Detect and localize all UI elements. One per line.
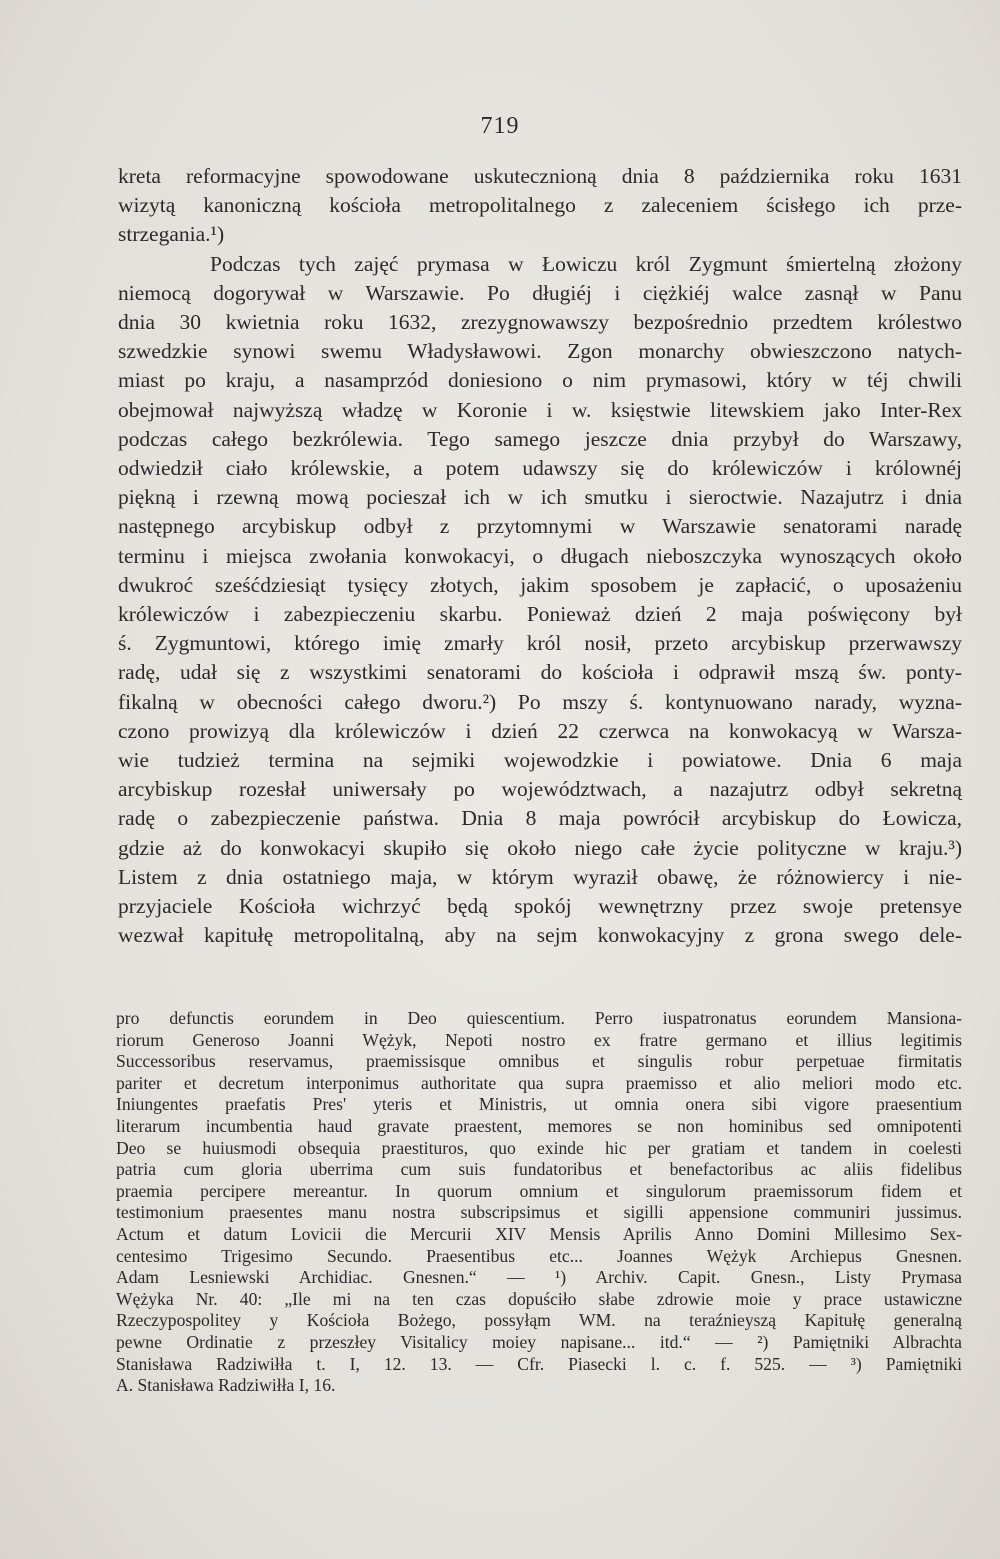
footnote-line: pewne Ordinatie z przeszłey Visitalicy moiey napisane... itd.“ — ²) Pamiętniki Albrachta (116, 1331, 962, 1352)
page-number: 719 (480, 113, 520, 139)
text-line: wizytą kanoniczną kościoła metropolitalnego z zaleceniem ścisłego ich prze- (118, 193, 962, 218)
text-line: Podczas tych zajęć prymasa w Łowiczu król Zygmunt śmiertelną złożony (210, 251, 962, 276)
text-line: Listem z dnia ostatniego maja, w którym wyraził obawę, że różnowiercy i nie- (118, 864, 962, 889)
text-line: czono prowizyą dla królewiczów i dzień 22 czerwca na konwokacyą w Warsza- (118, 718, 962, 743)
text-line: strzegania.¹) (118, 222, 225, 247)
footnote-line: pariter et decretum interponimus authoritate qua supra praemisso et alio meliori modo etc. (116, 1072, 962, 1093)
footnote-line: testimonium praesentes manu nostra subscripsimus et sigilli appensione communiri jussimus. (116, 1202, 962, 1223)
text-line: radę o zabezpieczenie państwa. Dnia 8 maja powrócił arcybiskup do Łowicza, (118, 806, 962, 831)
footnote-line: Adam Lesniewski Archidiac. Gnesnen.“ — ¹) Archiv. Capit. Gnesn., Listy Prymasa (116, 1267, 962, 1288)
text-line: obejmował najwyższą władzę w Koronie i w. księstwie litewskiem jako Inter-Rex (118, 397, 962, 422)
text-line: królewiczów i zabezpieczeniu skarbu. Ponieważ dzień 2 maja poświęcony był (118, 602, 962, 627)
text-line: piękną i rzewną mową pocieszał ich w ich smutku i sieroctwie. Nazajutrz i dnia (118, 485, 962, 510)
footnote-line: praemia percipere mereantur. In quorum omnium et singulorum praemissorum fidem et (116, 1180, 962, 1201)
text-line: dnia 30 kwietnia roku 1632, zrezygnowawszy bezpośrednio przedtem królestwo (118, 310, 962, 335)
footnote-line: Iniungentes praefatis Pres' yteris et Ministris, ut omnia onera sibi vigore praesentium (116, 1094, 962, 1115)
footnote-line: Deo se huiusmodi obsequia praestituros, quo exinde hic per gratiam et tandem in coelesti (116, 1137, 962, 1158)
footnote-line: Rzeczypospolitey y Kościoła Bożego, possyłąm WM. na teraźnieyszą Kapitułę generalną (116, 1310, 962, 1331)
footnote-block (116, 1008, 962, 1397)
text-line: gdzie aż do konwokacyi skupiło się około niego całe życie polityczne w kraju.³) (118, 835, 962, 860)
footnote-line: centesimo Trigesimo Secundo. Praesentibus etc... Joannes Wężyk Archiepus Gnesnen. (116, 1245, 962, 1266)
text-line: terminu i miejsca zwołania konwokacyi, o długach nieboszczyka wynoszących około (118, 543, 962, 568)
footnote-line: Stanisława Radziwiłła t. I, 12. 13. — Cfr. Piasecki l. c. f. 525. — ³) Pamiętniki (116, 1353, 962, 1374)
text-line: szwedzkie synowi swemu Władysławowi. Zgon monarchy obwieszczono natych- (118, 339, 962, 364)
text-line: fikalną w obecności całego dworu.²) Po mszy ś. kontynuowano narady, wyzna- (118, 689, 962, 714)
main-text (118, 162, 962, 950)
text-line: następnego arcybiskup odbył z przytomnymi w Warszawie senatorami naradę (118, 514, 962, 539)
text-line: kreta reformacyjne spowodowane uskutecznioną dnia 8 października roku 1631 (118, 164, 962, 188)
footnote-line: riorum Generoso Joanni Wężyk, Nepoti nostro ex fratre germano et illius legitimis (116, 1029, 962, 1050)
text-line: wie tudzież termina na sejmiki wojewodzkie i powiatowe. Dnia 6 maja (118, 748, 962, 773)
text-line: ś. Zygmuntowi, którego imię zmarły król nosił, przeto arcybiskup przerwawszy (118, 631, 962, 656)
footnote-line: Actum et datum Lovicii die Mercurii XIV Mensis Aprilis Anno Domini Millesimo Sex- (116, 1223, 962, 1244)
paragraph (118, 162, 962, 250)
footnote-line: Successoribus reservamus, praemissisque omnibus et singulis robur perpetuae firmitatis (116, 1051, 962, 1072)
text-line: podczas całego bezkrólewia. Tego samego jeszcze dnia przybył do Warszawy, (118, 426, 962, 451)
footnote-line: patria cum gloria uberrima cum suis fundatoribus et benefactoribus ac aliis fidelibus (116, 1159, 962, 1180)
text-line: radę, udał się z wszystkimi senatorami do kościoła i odprawił mszą św. ponty- (118, 660, 962, 685)
text-line: miast po kraju, a nasamprzód doniesiono o nim prymasowi, który w téj chwili (118, 368, 962, 393)
footnote-line: pro defunctis eorundem in Deo quiescentium. Perro iuspatronatus eorundem Mansiona- (116, 1008, 962, 1028)
text-line: dwukroć sześćdziesiąt tysięcy złotych, jakim sposobem je zapłacić, o uposażeniu (118, 572, 962, 597)
text-line: przyjaciele Kościoła wichrzyć będą spokój wewnętrzny przez swoje pretensye (118, 894, 962, 919)
text-line: odwiedził ciało królewskie, a potem udawszy się do królewiczów i królownéj (118, 456, 962, 481)
paragraph (118, 250, 962, 951)
footnote-line: literarum incumbentia haud gravate praestent, memores se non hominibus sed omnipotenti (116, 1115, 962, 1136)
footnote-line: A. Stanisława Radziwiłła I, 16. (116, 1375, 336, 1396)
text-line: niemocą dogorywał w Warszawie. Po długiéj i ciężkiéj walce zasnął w Panu (118, 280, 962, 305)
text-line: arcybiskup rozesłał uniwersały po województwach, a nazajutrz odbył sekretną (118, 777, 962, 802)
footnotes (116, 1008, 962, 1397)
text-line: wezwał kapitułę metropolitalną, aby na sejm konwokacyjny z grona swego dele- (118, 923, 962, 948)
footnote-line: Wężyka Nr. 40: „Ile mi na ten czas dopuściło słabe zdrowie moie y prace ustawiczne (116, 1288, 962, 1309)
